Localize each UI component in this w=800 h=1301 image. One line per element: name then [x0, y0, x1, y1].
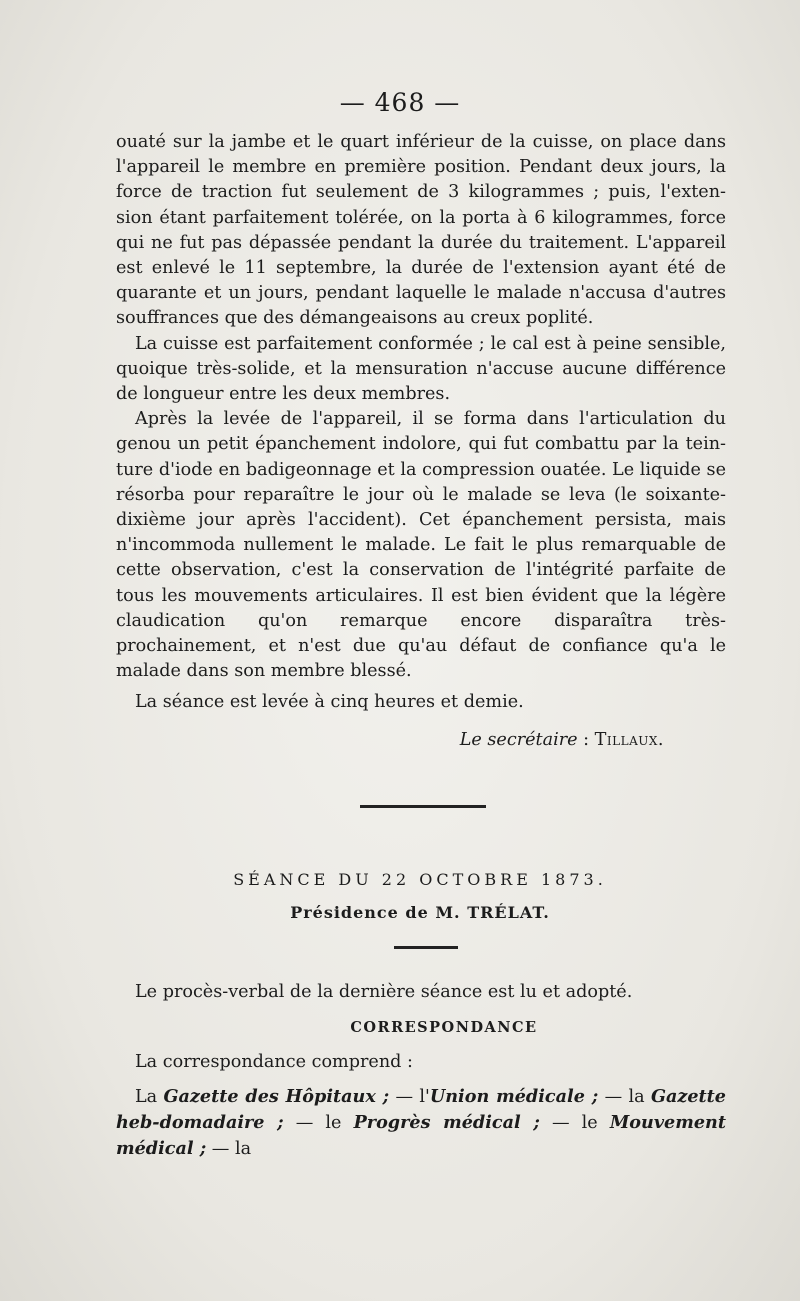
pub-title: Gazette heb-domadaire ; — [116, 1085, 726, 1133]
paragraph: La cuisse est parfaitement conformée ; le cal est à peine sensible, quoique très-solide, et la mensuration n'accuse aucune différence de longueur entre les deux membres. — [116, 333, 726, 405]
pub-text: — le — [539, 1112, 610, 1133]
pub-text: — la — [206, 1139, 252, 1160]
signature-separator: : — [577, 729, 595, 750]
body-text — [116, 130, 726, 753]
heading-divider — [394, 946, 458, 949]
pub-text: — l' — [389, 1086, 430, 1107]
paragraph: ouaté sur la jambe et le quart inférieur de la cuisse, on place dans l'appareil le membre en première position. Pendant deux jours, la force de traction fut seulement de 3 kilogrammes ; puis, l'exten-sion étant parfaitement tolérée, on la porta à 6 kilogrammes, force qui ne fut pas dépassée pendant la durée du traitement. L'appareil est enlevé le 11 septembre, la durée de l'extension ayant été de quarante et un jours, pendant laquelle le malade n'accusa d'autres souffrances que des démangeaisons au creux poplité. — [116, 132, 726, 329]
session-text — [116, 980, 726, 1162]
page-number: — 468 — — [339, 88, 461, 117]
pub-text: La — [135, 1086, 164, 1107]
proces-verbal: Le procès-verbal de la dernière séance est lu et adopté. — [135, 982, 633, 1002]
section-divider — [360, 805, 486, 808]
paragraph: Après la levée de l'appareil, il se forma dans l'articulation du genou un petit épanchement indolore, qui fut combattu par la tein-ture d'iode en badigeonnage et la compression ouatée. Le liquide se résorba pour reparaître le jour où le malade se leva (le soixante-dixième jour après l'accident). Cet épanchement persista, mais n'incommoda nullement le malade. Le fait le plus remarquable de cette observation, c'est la conservation de l'intégrité parfaite de tous les mouvements articulaires. Il est bien évident que la légère claudication qu'on remarque encore disparaîtra très-prochainement, et n'est due qu'au défaut de confiance qu'a le malade dans son membre blessé. — [116, 409, 726, 682]
pub-title: Gazette des Hôpitaux ; — [163, 1085, 390, 1107]
signature-name: Tillaux. — [594, 729, 664, 750]
pub-text: — le — [283, 1112, 354, 1133]
presidence-line: Présidence de M. TRÉLAT. — [290, 903, 550, 922]
pub-text: — la — [598, 1086, 651, 1107]
pub-title: Progrès médical ; — [353, 1111, 540, 1133]
correspondance-intro: La correspondance comprend : — [135, 1052, 413, 1073]
closing-statement: La séance est levée à cinq heures et demie. — [135, 692, 524, 713]
session-heading: SÉANCE DU 22 OCTOBRE 1873. — [233, 870, 607, 889]
signature — [116, 728, 726, 753]
correspondance-heading: CORRESPONDANCE — [350, 1019, 538, 1037]
signature-role: Le secrétaire — [459, 729, 578, 750]
pub-title: Union médicale ; — [429, 1085, 599, 1107]
publications-list — [116, 1084, 726, 1163]
pub-title: Mouvement médical ; — [116, 1111, 726, 1160]
